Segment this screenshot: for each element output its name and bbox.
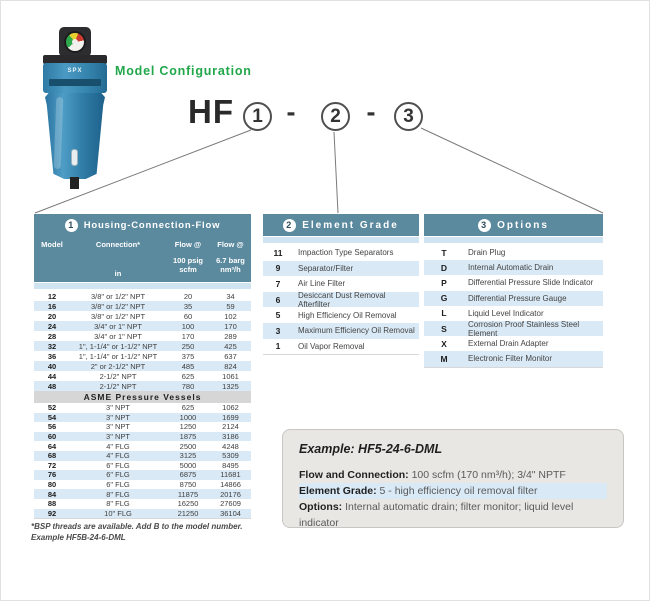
housing-table-row [34,331,251,341]
example-line [299,499,607,531]
example-line-label: Element Grade: [299,485,377,497]
cell-connection: 10" FLG [104,508,132,518]
cell-flow-nm3h: 20176 [220,489,241,499]
cell-flow-nm3h: 59 [226,301,235,311]
cell-model: 28 [47,331,57,341]
cell-flow-scfm: 3125 [179,451,197,461]
element-grade-row [263,261,419,277]
footnote-line-1: *BSP threads are available. Add B to the model number. [31,522,243,531]
example-line-value: 100 scfm (170 nm³/h); 3/4" NPTF [408,469,566,481]
cell-option-label: Drain Plug [468,248,506,258]
cell-option-label: External Drain Adapter [468,339,549,349]
options-table [424,214,603,368]
product-image [41,27,111,189]
housing-table-row [34,451,251,461]
housing-table-row [34,311,251,321]
cell-option-code: X [441,338,447,349]
col-connection-unit: in [114,269,122,278]
cell-model: 80 [47,480,57,490]
cell-flow-nm3h: 5309 [222,451,239,461]
cell-model: 88 [47,499,57,509]
cell-connection: 2" or 2-1/2" NPT [90,361,146,371]
options-row [424,245,603,260]
cell-connection: 3" NPT [106,403,130,413]
cell-flow-nm3h: 27609 [220,499,241,509]
options-row [424,351,603,366]
cell-flow-nm3h: 11681 [220,470,241,480]
position-2-badge: 2 [321,102,350,131]
footnote-line-2: Example HF5B-24-6-DML [31,532,126,542]
badge-3-icon: 3 [478,219,491,232]
housing-table-row [34,422,251,432]
cell-flow-scfm: 625 [181,371,195,381]
cell-model: 32 [47,341,57,351]
cell-connection: 4" FLG [106,441,130,451]
cell-flow-scfm: 2500 [179,441,197,451]
options-row [424,260,603,275]
housing-table-row [34,509,251,519]
cell-option-code: M [440,353,448,364]
cell-flow-scfm: 21250 [177,508,199,518]
badge-2-icon: 2 [283,219,296,232]
cell-flow-scfm: 780 [181,381,195,391]
cell-grade-label: Air Line Filter [298,279,346,289]
cell-grade-number: 7 [275,278,281,289]
cell-connection: 4" FLG [106,451,130,461]
cell-connection: 6" FLG [106,480,130,490]
cell-connection: 3" NPT [106,432,130,442]
housing-table-row [34,441,251,451]
example-line [299,483,607,499]
cell-grade-number: 6 [275,294,281,305]
cell-flow-scfm: 60 [183,311,193,321]
example-box [282,429,624,528]
cell-flow-nm3h: 34 [226,291,235,301]
cell-option-code: S [441,323,447,334]
example-line-label: Options: [299,501,343,513]
cell-flow-scfm: 485 [181,361,195,371]
cell-connection: 3/8" or 1/2" NPT [90,291,146,301]
element-grade-row [263,307,419,323]
connector-line-3 [421,128,603,213]
cell-flow-scfm: 170 [181,331,195,341]
header-spacer [263,237,419,243]
cell-connection: 3/4" or 1" NPT [94,331,142,341]
element-grade-row [263,323,419,339]
housing-table-row [34,470,251,480]
housing-table-row [34,371,251,381]
asme-section-header: ASME Pressure Vessels [34,391,251,403]
housing-table-row [34,461,251,471]
cell-option-code: P [441,277,447,288]
cell-flow-scfm: 11875 [177,489,199,499]
element-grade-row [263,292,419,308]
example-line-label: Flow and Connection: [299,469,409,481]
cell-connection: 2-1/2" NPT [99,371,137,381]
cell-model: 48 [47,381,57,391]
cell-model: 60 [47,432,57,442]
page-title: Model Configuration [115,64,252,78]
housing-table-header [34,214,251,236]
cell-flow-scfm: 5000 [179,460,197,470]
housing-table-row [34,381,251,391]
cell-flow-scfm: 625 [181,403,195,413]
sight-glass [71,149,78,166]
housing-table-row [34,351,251,361]
housing-table-row [34,413,251,423]
options-row [424,275,603,290]
housing-table-title: Housing-Connection-Flow [83,219,221,231]
brand-logo: SPX [67,68,83,74]
cell-connection: 3" NPT [106,422,130,432]
housing-table-row [34,432,251,442]
housing-table-row [34,361,251,371]
cell-flow-nm3h: 1325 [222,381,239,391]
housing-table-row [34,489,251,499]
housing-table-row [34,321,251,331]
cell-option-label: Differential Pressure Gauge [468,293,567,303]
separator-dash: - [366,97,376,127]
cell-connection: 1", 1-1/4" or 1-1/2" NPT [78,341,158,351]
cell-flow-scfm: 16250 [177,499,199,509]
col-flow-barg-unit2: nm³/h [220,265,241,274]
connector-line-2 [334,132,338,213]
example-line-value: Internal automatic drain; filter monitor; liquid level indicator [299,501,574,529]
cell-flow-nm3h: 824 [224,361,237,371]
cell-model: 64 [47,441,57,451]
element-grade-header [263,214,419,236]
header-spacer [424,237,603,243]
cell-option-label: Liquid Level Indicator [468,308,544,318]
cell-model: 40 [47,361,57,371]
cell-grade-label: Maximum Efficiency Oil Removal [298,326,415,336]
housing-column-headers [34,236,251,282]
cell-flow-nm3h: 170 [224,321,237,331]
cell-grade-number: 9 [275,263,281,274]
cell-model: 36 [47,351,57,361]
col-connection: Connection* [95,240,141,249]
col-flow-psig: Flow @ [174,240,202,249]
cell-grade-number: 5 [275,310,281,321]
options-row [424,321,603,336]
example-line [299,467,607,483]
cell-connection: 3/4" or 1" NPT [94,321,142,331]
element-grade-row [263,339,419,355]
filter-head [43,63,107,93]
housing-table-row [34,291,251,301]
col-flow-psig-unit1: 100 psig [172,256,203,265]
cell-connection: 8" FLG [106,499,130,509]
housing-table-row [34,499,251,509]
housing-table-row [34,341,251,351]
cell-model: 54 [47,412,57,422]
cell-option-label: Differential Pressure Slide Indicator [468,278,594,288]
cell-flow-nm3h: 3186 [222,432,239,442]
bsp-footnote [31,522,281,543]
cell-flow-scfm: 100 [181,321,195,331]
cell-grade-label: Impaction Type Separators [298,248,394,258]
cell-flow-scfm: 20 [183,291,193,301]
cell-option-code: L [441,308,447,319]
cell-model: 20 [47,311,57,321]
cell-connection: 6" FLG [106,470,130,480]
pressure-gauge-dial [64,31,86,53]
cell-connection: 6" FLG [106,460,130,470]
cell-model: 76 [47,470,57,480]
header-spacer [34,283,251,289]
element-grade-title: Element Grade [302,219,399,231]
cell-connection: 3" NPT [106,412,130,422]
cell-flow-nm3h: 1699 [222,412,239,422]
housing-connection-flow-table [34,214,251,519]
cell-grade-number: 11 [273,247,283,258]
cell-model: 12 [47,291,57,301]
cell-flow-nm3h: 1061 [222,371,239,381]
housing-table-row [34,403,251,413]
cell-flow-nm3h: 425 [224,341,237,351]
cell-flow-scfm: 250 [181,341,195,351]
drain-port [70,177,79,189]
cell-option-code: G [440,293,448,304]
cell-option-label: Electronic Filter Monitor [468,354,553,364]
options-row [424,336,603,351]
cell-grade-number: 3 [275,325,281,336]
cell-option-label: Corrosion Proof Stainless Steel Element [468,319,580,338]
housing-table-row [34,301,251,311]
housing-table-row [34,480,251,490]
cell-model: 68 [47,451,57,461]
cell-grade-label: Desiccant Dust Removal Afterfilter [298,290,386,309]
cell-connection: 3/8" or 1/2" NPT [90,301,146,311]
element-grade-row [263,245,419,261]
position-1-badge: 1 [243,102,272,131]
cell-flow-nm3h: 4248 [222,441,239,451]
cell-option-code: D [440,262,448,273]
cell-flow-scfm: 35 [183,301,193,311]
cell-model: 44 [47,371,57,381]
filter-label-band [49,79,101,86]
cell-flow-nm3h: 289 [224,331,237,341]
cell-flow-nm3h: 8495 [222,460,239,470]
cell-model: 72 [47,460,57,470]
cell-flow-scfm: 1875 [179,432,197,442]
cell-connection: 1", 1-1/4" or 1-1/2" NPT [78,351,158,361]
cell-flow-nm3h: 2124 [222,422,239,432]
cell-option-label: Internal Automatic Drain [468,263,554,273]
options-row [424,291,603,306]
cell-flow-nm3h: 1062 [222,403,239,413]
cell-flow-scfm: 6875 [179,470,197,480]
example-title: Example: HF5-24-6-DML [299,442,443,456]
col-flow-barg-unit1: 6.7 barg [216,256,245,265]
cell-grade-label: Separator/Filter [298,263,354,273]
cell-flow-scfm: 8750 [179,480,197,490]
cell-model: 56 [47,422,57,432]
cell-grade-label: Oil Vapor Removal [298,341,365,351]
col-model: Model [41,240,63,249]
example-line-value: 5 - high efficiency oil removal filter [376,485,538,497]
cell-model: 84 [47,489,57,499]
model-prefix: HF [188,93,234,130]
cell-flow-nm3h: 36104 [220,508,241,518]
cell-flow-scfm: 375 [181,351,195,361]
element-grade-table [263,214,419,355]
cell-connection: 3/8" or 1/2" NPT [90,311,146,321]
col-flow-psig-unit2: scfm [179,265,197,274]
cell-model: 24 [47,321,57,331]
options-title: Options [497,219,549,231]
badge-1-icon: 1 [65,219,78,232]
cell-model: 92 [47,508,57,518]
position-3-badge: 3 [394,102,423,131]
cell-grade-number: 1 [275,341,281,352]
cell-option-code: T [441,247,447,258]
cell-model: 52 [47,403,57,413]
separator-dash: - [286,97,296,127]
element-grade-row [263,276,419,292]
cell-model: 16 [47,301,57,311]
col-flow-barg: Flow @ [217,240,244,249]
cell-connection: 8" FLG [106,489,130,499]
cell-flow-nm3h: 102 [224,311,237,321]
cell-flow-nm3h: 637 [224,351,237,361]
cell-connection: 2-1/2" NPT [99,381,137,391]
cell-flow-scfm: 1000 [179,412,197,422]
options-header [424,214,603,236]
cell-flow-scfm: 1250 [179,422,197,432]
cell-grade-label: High Efficiency Oil Removal [298,310,397,320]
cell-flow-nm3h: 14866 [220,480,241,490]
